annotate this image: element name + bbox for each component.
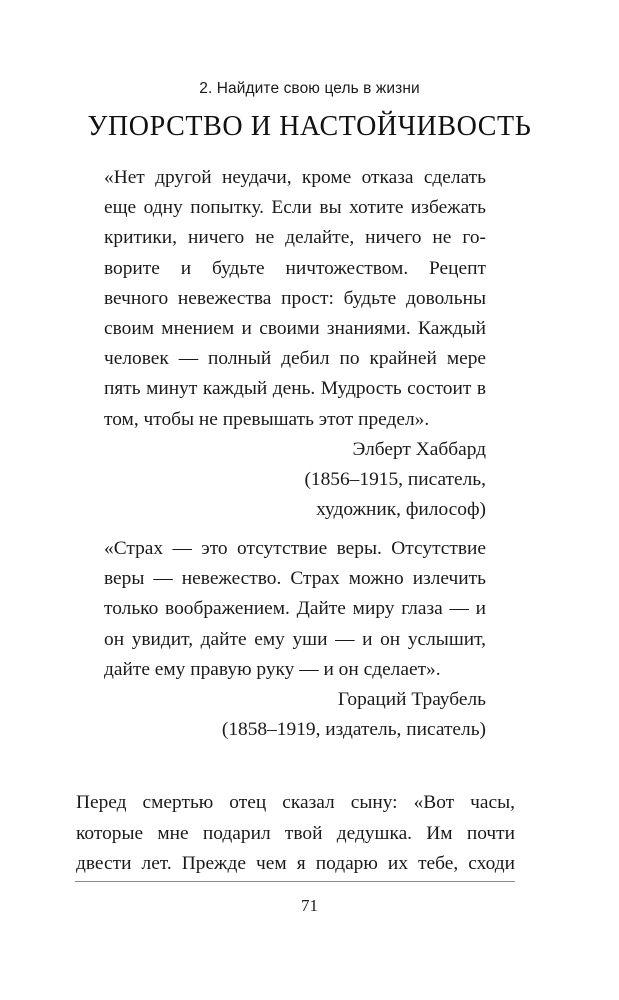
quote-author-details: (1856–1915, писатель, bbox=[304, 469, 486, 491]
chapter-title: УПОРСТВО И НАСТОЙЧИВОСТЬ bbox=[87, 111, 532, 142]
epigraph-quote bbox=[104, 163, 486, 525]
quote-text: «Страх — это отсутствие веры. Отсутствие веры — невежество. Страх можно излечить только воображением. Дайте миру глаза — и он увидит, дайте ему уши — и он услышит, дайте ему правую руку — и он сделает». bbox=[104, 538, 486, 680]
quote-attribution bbox=[104, 685, 486, 745]
quote-text: «Нет другой неудачи, кроме отказа сделать еще одну попытку. Если вы хотите избежать критики, ничего не делайте, ничего не говорите и будьте ничтожеством. Рецепт вечного невежества прост: будьте довольны своим мнением и своими знаниями. Каждый человек — полный дебил по крайней мере пять минут каждый день. Мудрость состоит в том, чтобы не превышать этот предел». bbox=[104, 167, 486, 430]
epigraph-quote bbox=[104, 534, 486, 745]
quote-author: Гораций Траубель bbox=[337, 689, 486, 711]
quote-attribution bbox=[104, 435, 486, 526]
body-paragraph: Перед смертью отец сказал сыну: «Вот часы, которые мне подарил твой дедушка. Им почти двести лет. Прежде чем я подарю их тебе, сходи bbox=[76, 792, 515, 875]
page-number: 71 bbox=[301, 896, 318, 915]
quote-author: Элберт Хаббард bbox=[352, 438, 486, 460]
quote-author-details: художник, философ) bbox=[316, 499, 486, 521]
quote-author-details: (1858–1919, издатель, писатель) bbox=[221, 719, 486, 741]
footer-divider bbox=[75, 881, 515, 882]
running-header: 2. Найдите свою цель в жизни bbox=[199, 80, 420, 97]
